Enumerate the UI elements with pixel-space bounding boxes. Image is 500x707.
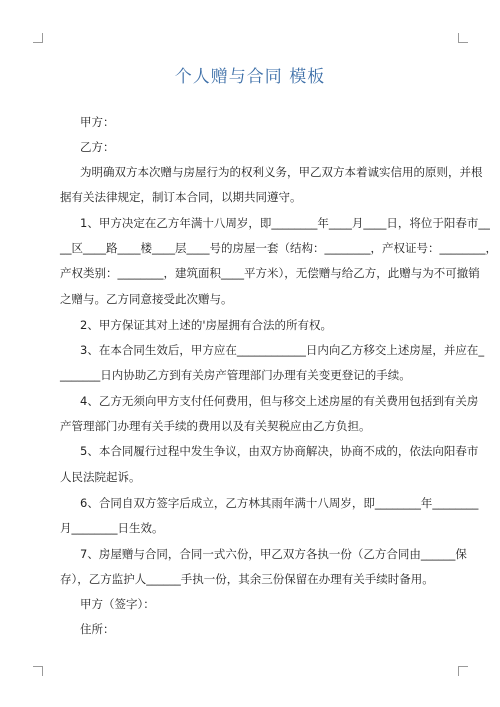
clause-6-line-1: 6、合同自双方签字后成立，乙方林其雨年满十八周岁，即________年________ (80, 496, 479, 510)
clause-1-line-2: __区____路____楼____层____号的房屋一套（结构：________，产权证号：________， (60, 241, 497, 255)
party-a-line: 甲方： (80, 115, 115, 129)
preamble-line-1: 为明确双方本次赠与房屋行为的权利义务，甲乙双方本着诚实信用的原则，并根 (80, 165, 483, 179)
corner-mark-bottom-right (458, 666, 468, 676)
party-a-address-line: 住所： (80, 622, 115, 636)
corner-mark-top-right (458, 33, 468, 43)
party-b-line: 乙方： (80, 140, 115, 154)
clause-1-line-3: 产权类别：________，建筑面积____平方米），无偿赠与给乙方，此赠与为不可撤销 (60, 266, 480, 280)
clause-5-line-1: 5、本合同履行过程中发生争议，由双方协商解决，协商不成的，依法向阳春市 (80, 444, 479, 458)
document-title: 个人赠与合同 模板 (174, 67, 326, 87)
clause-5-line-2: 人民法院起诉。 (60, 470, 141, 484)
party-a-signature-line: 甲方（签字）： (80, 597, 155, 611)
clause-4-line-1: 4、乙方无须向甲方支付任何费用，但与移交上述房屋的有关费用包括到有关房 (80, 394, 479, 408)
clause-7-line-2: 存），乙方监护人______手执一份，其余三份保留在办理有关手续时备用。 (60, 572, 434, 586)
preamble-line-2: 据有关法律规定，制订本合同，以期共同遵守。 (60, 190, 302, 204)
clause-1-line-1: 1、甲方决定在乙方年满十八周岁，即________年____月____日，将位于阳春市__ (80, 216, 490, 230)
corner-mark-top-left (33, 33, 43, 43)
clause-2-line-1: 2、甲方保证其对上述的'房屋拥有合法的所有权。 (80, 318, 332, 332)
clause-1-line-4: 之赠与。乙方同意接受此次赠与。 (60, 292, 233, 306)
clause-3-line-2: _______日内协助乙方到有关房产管理部门办理有关变更登记的手续。 (60, 368, 411, 382)
corner-mark-bottom-left (33, 666, 43, 676)
clause-6-line-2: 月________日生效。 (60, 521, 164, 535)
clause-4-line-2: 产管理部门办理有关手续的费用以及有关契税应由乙方负担。 (60, 419, 371, 433)
clause-7-line-1: 7、房屋赠与合同，合同一式六份，甲乙双方各执一份（乙方合同由______保 (80, 547, 467, 561)
clause-3-line-1: 3、在本合同生效后，甲方应在____________日内向乙方移交上述房屋，并应在_ (80, 343, 485, 357)
